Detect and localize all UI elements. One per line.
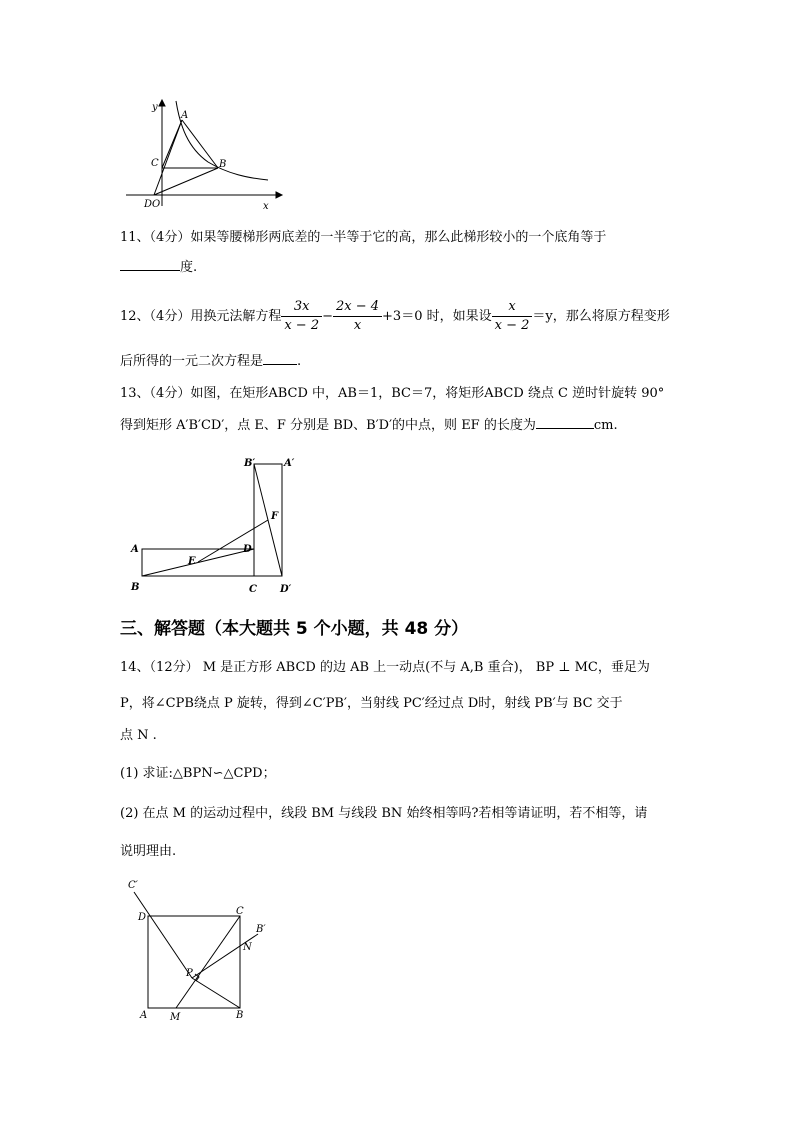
label-D: D [138,912,147,923]
label-Bprime: B′ [256,924,266,935]
question-14-line-2: P，将∠CPB绕点 P 旋转，得到∠C′PB′，当射线 PC′经过点 D时，射线 PB′与 BC 交于 [120,696,623,711]
question-12-line-1 [120,298,670,335]
x-axis-arrow [276,192,282,198]
label-M: M [170,1012,181,1023]
label-N: N [243,942,252,953]
segment-DB [154,168,218,195]
label-A: A [140,1010,148,1021]
question-12-mid: +3＝0 时，如果设 [382,309,492,324]
y-axis-arrow [159,100,165,106]
label-Bprime: B′ [244,458,256,469]
segment-BD [142,549,254,576]
label-x: x [263,201,269,212]
label-C: C [249,584,257,595]
label-C: C [236,906,244,917]
question-11-suffix: 度. [180,260,198,275]
label-A: A [181,110,189,121]
question-12-tail: ＝y，那么将原方程变形 [532,309,670,324]
label-F: F [271,511,279,522]
label-y: y [152,102,158,113]
fraction-2x-minus-4-over-x: $\frac{2x - 4}{x}$ [333,298,382,335]
answer-blank-12[interactable] [263,352,297,365]
minus-sign: − [322,309,333,324]
question-14-line-1: 14、（12分） M 是正方形 ABCD 的边 AB 上一动点(不与 A,B 重合)， BP ⊥ MC，垂足为 [120,660,650,675]
question-11-line-1: 11、（4分）如果等腰梯形两底差的一半等于它的高，那么此梯形较小的一个底角等于 [120,230,607,245]
label-P: P [186,968,193,979]
label-Cprime: C′ [128,880,138,891]
label-D: D [243,544,252,555]
figure-2-rotated-rectangles [126,452,306,598]
question-14-part-2-line-2: 说明理由. [120,844,177,859]
label-B: B [131,582,140,593]
square-ABCD [148,916,240,1008]
label-E: E [188,556,196,567]
question-11-line-2 [120,258,197,278]
question-14-line-3: 点 N . [120,728,157,743]
figure-3-square-diagram [122,874,282,1026]
segment-AB [182,120,218,168]
question-12-prefix: 12、（4分）用换元法解方程 [120,309,282,324]
question-13-line-1: 13、（4分）如图，在矩形ABCD 中，AB＝1，BC＝7，将矩形ABCD 绕点 C 逆时针旋转 90° [120,386,665,401]
label-B: B [236,1010,244,1021]
label-Aprime: A′ [284,458,295,469]
segment-MC [176,916,240,1008]
answer-blank-13[interactable] [536,416,594,429]
fraction-x-over-x-minus-2: $\frac{x}{x - 2}$ [492,298,533,335]
answer-blank-11[interactable] [120,258,180,271]
question-14-part-2-line-1: (2) 在点 M 的运动过程中，线段 BM 与线段 BN 始终相等吗?若相等请证明，若不相等，请 [120,806,648,821]
label-C: C [151,158,159,169]
question-14-part-1: (1) 求证:△BPN∽△CPD； [120,766,276,781]
question-13-line-2: 得到矩形 A′B′CD′，点 E、F 分别是 BD、B′D′的中点，则 EF 的长度为 cm. [120,418,618,433]
label-B: B [219,159,227,170]
figure-1-coordinate-graph [118,96,288,214]
segment-EF [198,520,268,562]
question-12-line-2: 后所得的一元二次方程是 . [120,354,302,369]
fraction-3x-over-x-minus-2: $\frac{3x}{x - 2}$ [281,298,322,335]
section-3-heading: 三、解答题（本大题共 5 个小题，共 48 分） [120,619,469,639]
ray-PCprime [134,892,192,978]
segment-BP [192,978,240,1008]
segment-CA [162,120,182,168]
label-DO: DO [144,199,161,210]
label-Dprime: D′ [280,584,292,595]
label-A: A [131,544,139,555]
ray-PBprime [192,934,258,978]
